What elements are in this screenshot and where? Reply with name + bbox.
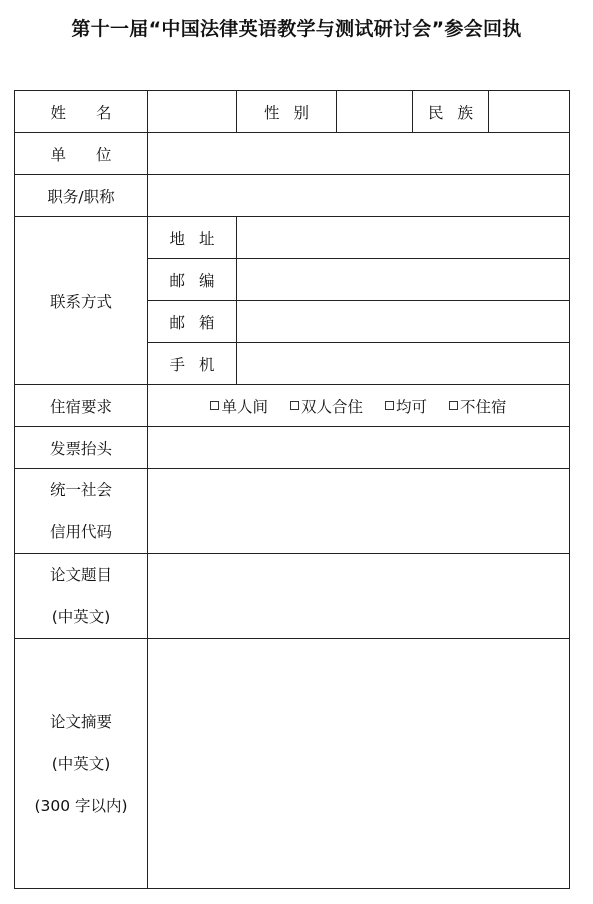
name-input-cell[interactable] [148,91,237,133]
position-label: 职务/职称 [15,175,148,217]
name-label: 姓 名 [15,91,148,133]
postcode-input-cell[interactable] [237,259,570,301]
gender-label: 性 别 [237,91,337,133]
option-shared-room[interactable]: 双人合住 [290,395,363,417]
credit-code-input-cell[interactable] [148,469,570,554]
mobile-label: 手 机 [148,343,237,385]
ethnicity-label: 民 族 [413,91,489,133]
abstract-input-cell[interactable] [148,639,570,889]
accommodation-label: 住宿要求 [15,385,148,427]
email-input-cell[interactable] [237,301,570,343]
email-label: 邮 箱 [148,301,237,343]
address-label: 地 址 [148,217,237,259]
unit-label: 单 位 [15,133,148,175]
checkbox-icon[interactable] [385,401,394,410]
invoice-input-cell[interactable] [148,427,570,469]
checkbox-icon[interactable] [449,401,458,410]
gender-input-cell[interactable] [337,91,413,133]
checkbox-icon[interactable] [290,401,299,410]
credit-code-label: 统一社会 信用代码 [15,469,148,554]
ethnicity-input-cell[interactable] [489,91,570,133]
form-title: 第十一届“中国法律英语教学与测试研讨会”参会回执 [71,18,522,40]
abstract-label: 论文摘要 (中英文) (300 字以内) [15,639,148,889]
postcode-label: 邮 编 [148,259,237,301]
registration-form-table [14,90,570,889]
option-no-lodging[interactable]: 不住宿 [449,395,507,417]
mobile-input-cell[interactable] [237,343,570,385]
contact-label: 联系方式 [15,217,148,385]
unit-input-cell[interactable] [148,133,570,175]
option-either[interactable]: 均可 [385,395,427,417]
address-input-cell[interactable] [237,217,570,259]
accommodation-options [148,385,570,427]
paper-title-label: 论文题目 (中英文) [15,554,148,639]
position-input-cell[interactable] [148,175,570,217]
checkbox-icon[interactable] [210,401,219,410]
paper-title-input-cell[interactable] [148,554,570,639]
option-single-room[interactable]: 单人间 [210,395,268,417]
invoice-label: 发票抬头 [15,427,148,469]
